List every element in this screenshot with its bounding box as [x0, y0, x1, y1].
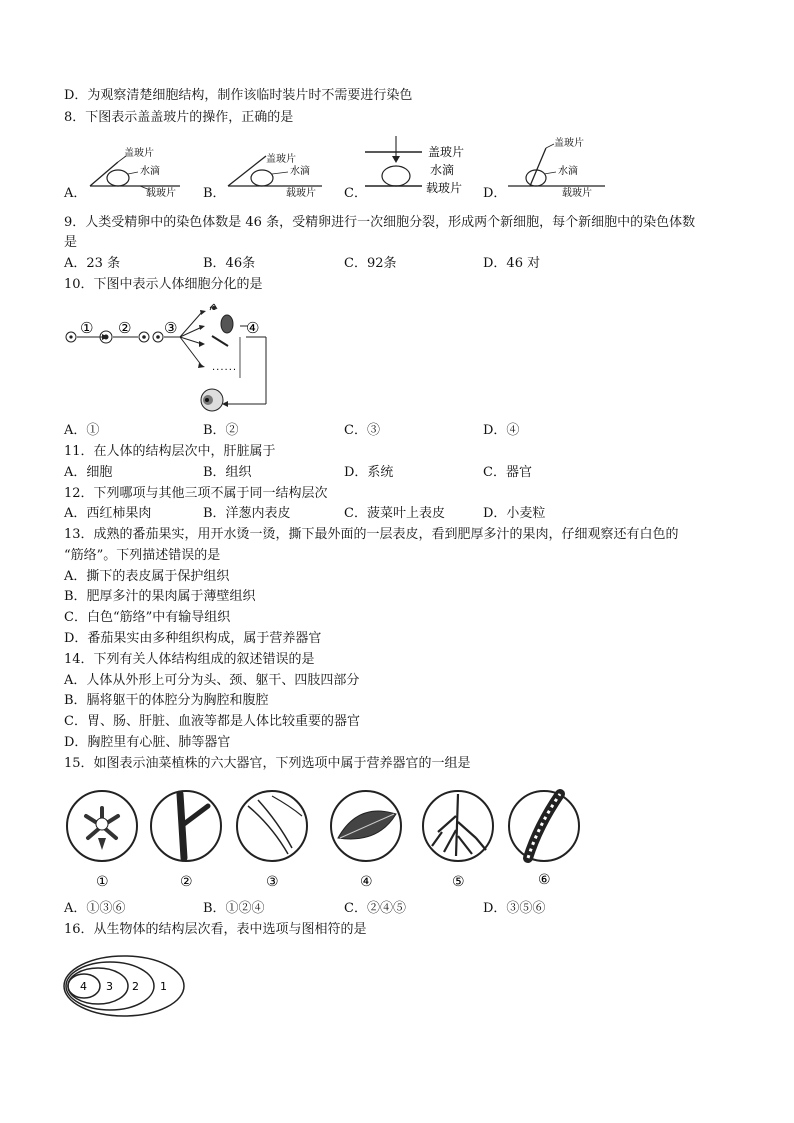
- q7-option-d: D．为观察清楚细胞结构，制作该临时装片时不需要进行染色: [64, 88, 413, 103]
- q9-option-d[interactable]: D．46 对: [483, 256, 541, 271]
- q15-option-d[interactable]: D．③⑤⑥: [483, 901, 546, 916]
- q15-organ-seed: [509, 791, 579, 861]
- q15-label-4: ④: [360, 874, 373, 890]
- q15-organ-root: [423, 791, 493, 861]
- q8-c-water-label: 水滴: [430, 163, 455, 177]
- q13-option-d[interactable]: D．番茄果实由多种组织构成，属于营养器官: [64, 631, 322, 646]
- q15-option-c[interactable]: C．②④⑤: [344, 901, 406, 916]
- q10-marker-3: ③: [164, 319, 178, 337]
- q8-d-cover-label: 盖玻片: [554, 138, 584, 149]
- q11-option-a[interactable]: A．细胞: [64, 465, 113, 480]
- q8-a-cover-label: 盖玻片: [124, 148, 154, 159]
- q9-stem-cont: 是: [64, 235, 78, 250]
- q12-stem: 12．下列哪项与其他三项不属于同一结构层次: [64, 486, 328, 501]
- q15-organ-fruit: [237, 791, 307, 861]
- q8-b-cover-label: 盖玻片: [266, 154, 296, 165]
- q13-stem-cont: “筋络”。下列描述错误的是: [64, 548, 221, 563]
- q15-option-a[interactable]: A．①③⑥: [64, 901, 126, 916]
- q13-option-b[interactable]: B．肥厚多汁的果肉属于薄壁组织: [64, 589, 256, 604]
- q13-option-a[interactable]: A．撕下的表皮属于保护组织: [64, 569, 230, 584]
- q10-figure: [62, 300, 282, 415]
- q11-option-b[interactable]: B．组织: [203, 465, 252, 480]
- q8-option-d[interactable]: D．: [483, 186, 507, 201]
- q8-figure-b: [228, 152, 322, 199]
- q8-option-c[interactable]: C．: [344, 186, 367, 201]
- q16-label-1: 1: [160, 980, 167, 993]
- q15-label-2: ②: [180, 874, 193, 890]
- q9-stem: 9．人类受精卵中的染色体数是 46 条，受精卵进行一次细胞分裂，形成两个新细胞，每个新细胞中的染色体数: [64, 215, 696, 230]
- q9-option-a[interactable]: A．23 条: [64, 256, 121, 271]
- q10-option-d[interactable]: D．④: [483, 423, 520, 438]
- q10-option-b[interactable]: B．②: [203, 423, 239, 438]
- q8-figure-a: [90, 146, 180, 199]
- q14-option-a[interactable]: A．人体从外形上可分为头、颈、躯干、四肢四部分: [64, 673, 360, 688]
- q10-marker-1: ①: [80, 319, 94, 337]
- q11-option-d[interactable]: C．器官: [483, 465, 532, 480]
- q8-option-b[interactable]: B．: [203, 186, 226, 201]
- q15-stem: 15．如图表示油菜植株的六大器官，下列选项中属于营养器官的一组是: [64, 756, 471, 771]
- q10-marker-2: ②: [118, 319, 132, 337]
- q10-option-c[interactable]: C．③: [344, 423, 380, 438]
- q16-label-3: 3: [106, 980, 113, 993]
- q16-stem: 16．从生物体的结构层次看，表中选项与图相符的是: [64, 922, 367, 937]
- q15-organ-flower: [67, 791, 137, 861]
- svg-text:......: ......: [212, 362, 238, 373]
- q15-organ-leaf: [331, 791, 401, 861]
- q8-d-water-label: 水滴: [558, 166, 578, 177]
- q8-option-a[interactable]: A．: [64, 186, 87, 201]
- q8-b-water-label: 水滴: [290, 166, 310, 177]
- q10-stem: 10．下图中表示人体细胞分化的是: [64, 277, 263, 292]
- q12-option-d[interactable]: D．小麦粒: [483, 506, 546, 521]
- q8-b-slide-label: 载玻片: [286, 188, 316, 199]
- q10-option-a[interactable]: A．①: [64, 423, 100, 438]
- q8-d-slide-label: 载玻片: [562, 188, 592, 199]
- q12-option-a[interactable]: A．西红柿果肉: [64, 506, 152, 521]
- q10-marker-4: ④: [246, 319, 260, 337]
- q11-option-c[interactable]: D．系统: [344, 465, 394, 480]
- q13-option-c[interactable]: C．白色“筋络”中有输导组织: [64, 610, 231, 625]
- q8-c-slide-label: 载玻片: [426, 181, 463, 195]
- q11-stem: 11．在人体的结构层次中，肝脏属于: [64, 444, 276, 459]
- q15-option-b[interactable]: B．①②④: [203, 901, 265, 916]
- q8-a-water-label: 水滴: [140, 166, 160, 177]
- q13-stem: 13．成熟的番茄果实，用开水烫一烫，撕下最外面的一层表皮，看到肥厚多汁的果肉，仔细观察还有白色的: [64, 527, 679, 542]
- q15-organ-stem: [151, 791, 221, 861]
- q8-figure-d: [508, 136, 605, 199]
- q8-stem: 8．下图表示盖盖玻片的操作，正确的是: [64, 110, 294, 125]
- q16-label-4: 4: [80, 980, 87, 993]
- q16-label-2: 2: [132, 980, 139, 993]
- q8-figure-c: [365, 136, 464, 195]
- q9-option-c[interactable]: C．92条: [344, 256, 397, 271]
- q14-option-b[interactable]: B．膈将躯干的体腔分为胸腔和腹腔: [64, 693, 269, 708]
- q15-label-5: ⑤: [452, 874, 465, 890]
- q14-stem: 14．下列有关人体结构组成的叙述错误的是: [64, 652, 315, 667]
- q15-figure: [62, 786, 592, 892]
- q15-label-6: ⑥: [538, 872, 551, 888]
- q12-option-c[interactable]: C．菠菜叶上表皮: [344, 506, 445, 521]
- q14-option-c[interactable]: C．胃、肠、肝脏、血液等都是人体比较重要的器官: [64, 714, 360, 729]
- q12-option-b[interactable]: B．洋葱内表皮: [203, 506, 291, 521]
- q8-c-cover-label: 盖玻片: [428, 145, 465, 159]
- q8-a-slide-label: 载玻片: [146, 188, 176, 199]
- q8-figures: [60, 134, 760, 202]
- q14-option-d[interactable]: D．胸腔里有心脏、肺等器官: [64, 735, 231, 750]
- q9-option-b[interactable]: B．46条: [203, 256, 256, 271]
- q15-label-1: ①: [96, 874, 109, 890]
- q16-nested-diagram: [62, 950, 192, 1022]
- q15-label-3: ③: [266, 874, 279, 890]
